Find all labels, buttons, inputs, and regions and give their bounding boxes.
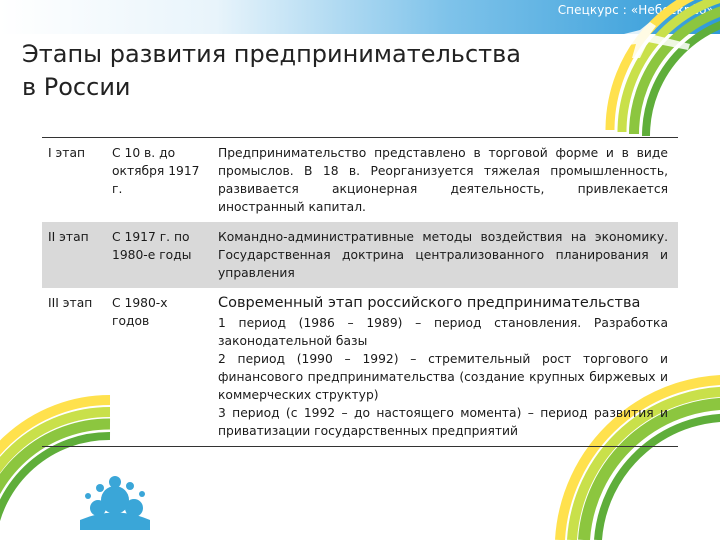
description-line: 1 период (1986 – 1989) – период становления. Разработка законодательной базы <box>218 316 668 348</box>
table-row-stage-3 <box>42 288 678 447</box>
description-heading: Современный этап российского предпринимательства <box>218 295 641 311</box>
stage-cell: III этап <box>42 288 106 447</box>
description-line: 2 период (1990 – 1992) – стремительный рост торгового и финансового предпринимательства (создание крупных биржевых и коммерческих структур) <box>218 352 668 402</box>
table-row-stage-1 <box>42 138 678 223</box>
description-cell: Командно-административные методы воздействия на экономику. Государственная доктрина централизованного планирования и управления <box>206 222 678 288</box>
period-cell: С 1980-х годов <box>106 288 206 447</box>
stage-cell: I этап <box>42 138 106 223</box>
description-cell <box>206 288 678 447</box>
kids-splash-logo <box>80 476 150 530</box>
period-cell: С 1917 г. по 1980-е годы <box>106 222 206 288</box>
course-label: Спецкурс : «Небоскрёб» <box>557 3 714 17</box>
description-cell: Предпринимательство представлено в торговой форме и в виде промыслов. В 18 в. Реорганизуется тяжелая промышленность, развивается акционерная деятельность, привлекается иностранный капитал. <box>206 138 678 223</box>
header-band <box>0 0 720 34</box>
period-cell: С 10 в. до октября 1917 г. <box>106 138 206 223</box>
stages-table <box>42 137 678 447</box>
slide-title: Этапы развития предпринимательства в России <box>22 40 521 101</box>
description-line: 3 период (с 1992 – до настоящего момента) – период развития и приватизации государственных предприятий <box>218 406 668 438</box>
stage-cell: II этап <box>42 222 106 288</box>
table-row-stage-2 <box>42 222 678 288</box>
